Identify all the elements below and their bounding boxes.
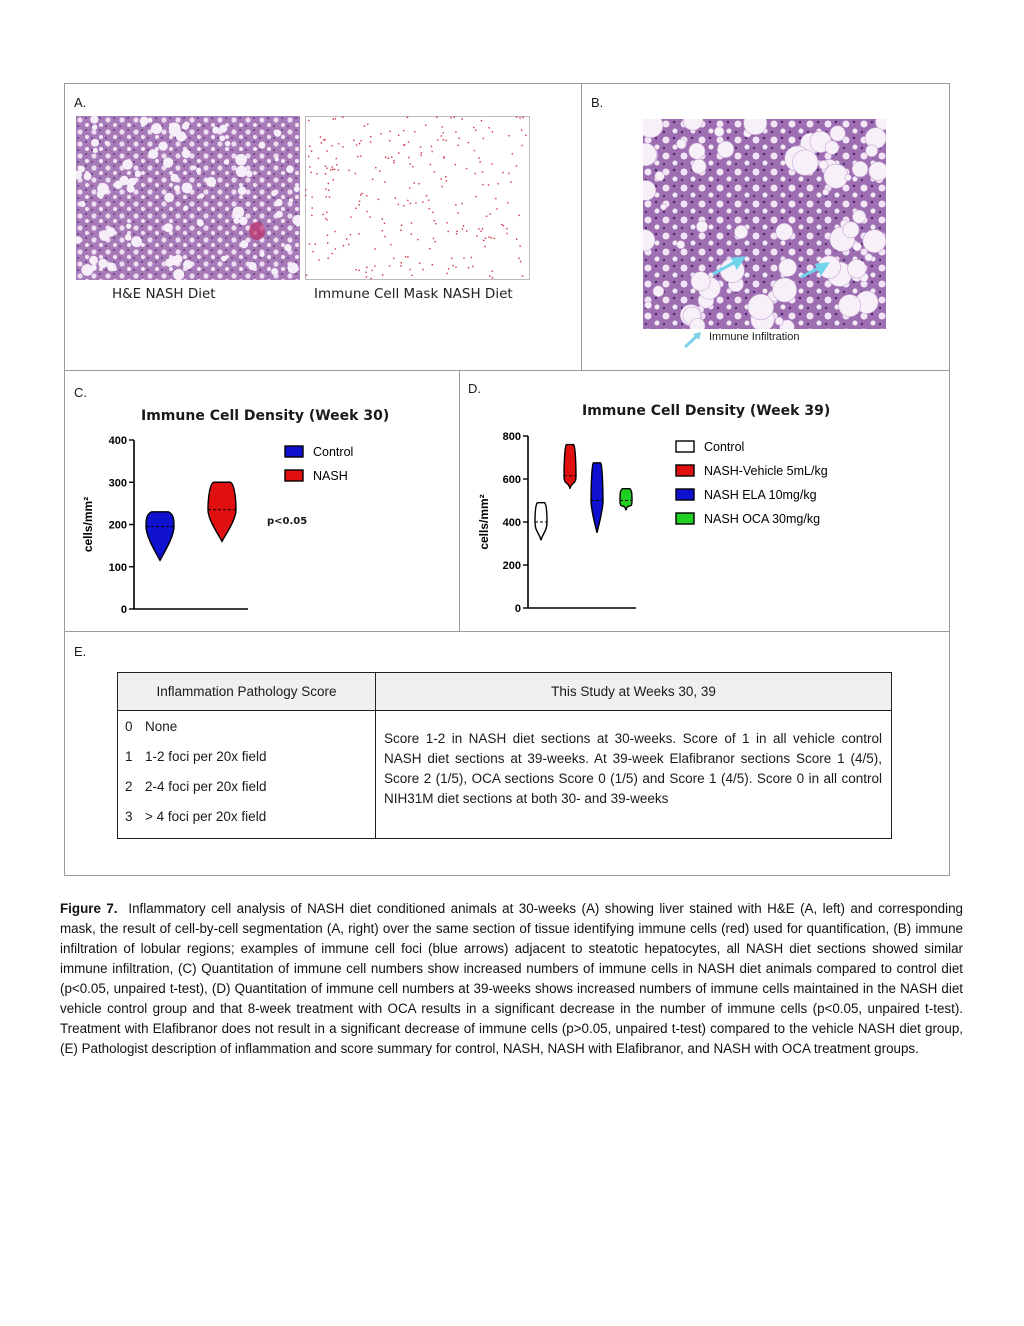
panel-a-label: A. [74, 95, 87, 110]
y-tick-label: 300 [108, 477, 127, 490]
he-stain-image [76, 116, 300, 280]
y-tick-label: 0 [514, 603, 521, 615]
mask-caption: Immune Cell Mask NASH Diet [314, 286, 513, 302]
legend-label-0: Control [313, 445, 354, 459]
legend-label-3: NASH OCA 30mg/kg [704, 512, 821, 526]
legend-label-0: Control [704, 440, 745, 454]
arrow-legend-text: Immune Infiltration [709, 331, 800, 343]
score-row: 3 > 4 foci per 20x field [125, 809, 267, 824]
legend-swatch-1 [676, 465, 694, 476]
he-caption: H&E NASH Diet [112, 286, 216, 302]
chart1-annotation: p<0.05 [267, 516, 308, 527]
legend-label-2: NASH ELA 10mg/kg [704, 488, 817, 502]
arrow-legend-icon [682, 330, 704, 350]
violin-3 [620, 489, 632, 511]
pathology-score-table [117, 672, 892, 839]
y-tick-label: 100 [108, 561, 127, 574]
y-axis-label: cells/mm² [477, 494, 491, 550]
violin-1 [208, 482, 236, 541]
chart1-svg [70, 428, 450, 624]
score-list-cell [118, 711, 376, 839]
y-axis-label: cells/mm² [81, 496, 95, 553]
violin-1 [564, 445, 576, 489]
y-tick-label: 200 [108, 519, 127, 532]
legend-swatch-1 [285, 470, 303, 481]
chart2-title: Immune Cell Density (Week 39) [582, 403, 831, 419]
violin-0 [535, 503, 547, 541]
violin-0 [146, 512, 174, 561]
y-tick-label: 0 [120, 604, 127, 616]
legend-swatch-0 [285, 446, 303, 457]
score-row: 2 2-4 foci per 20x field [125, 779, 267, 794]
immune-mask-image [305, 116, 530, 280]
score-row: 1 1-2 foci per 20x field [125, 749, 267, 764]
legend-swatch-0 [676, 441, 694, 452]
study-text-cell: Score 1-2 in NASH diet sections at 30-weeks. Score of 1 in all vehicle control NASH diet sections at 39-weeks. At 39-week Elafibranor sections Score 1 (4/5), Score 2 (1/5), OCA sections Score 0 (1/5) and Score 1 (4/5). Score 0 in all control NIH31M diet sections at both 30- and 39-weeks [376, 711, 892, 839]
legend-label-1: NASH-Vehicle 5mL/kg [704, 464, 828, 478]
legend-swatch-2 [676, 489, 694, 500]
header-study: This Study at Weeks 30, 39 [376, 673, 892, 711]
immune-infiltration-image [643, 119, 886, 329]
figure-caption [60, 899, 963, 1059]
legend-swatch-3 [676, 513, 694, 524]
y-tick-label: 200 [502, 560, 521, 572]
score-row: 0 None [125, 719, 178, 734]
panel-b-label: B. [591, 95, 604, 110]
y-tick-label: 400 [108, 435, 127, 447]
caption-label: Figure 7. [60, 901, 118, 916]
panel-e-label: E. [74, 644, 87, 659]
y-tick-label: 600 [502, 474, 521, 486]
chart1-title: Immune Cell Density (Week 30) [141, 408, 390, 424]
legend-label-1: NASH [313, 469, 348, 483]
panel-d-label: D. [468, 381, 481, 396]
y-tick-label: 400 [502, 517, 521, 529]
y-tick-label: 800 [502, 431, 521, 443]
caption-text: Inflammatory cell analysis of NASH diet conditioned animals at 30-weeks (A) showing liver stained with H&E (A, left) and corresponding mask, the result of cell-by-cell segmentation (A, right) over the same section of tissue identifying immune cells (red) used for quantification, (B) immune infiltration of lobular regions; examples of immune cell foci (blue arrows) adjacent to steatotic hepatocytes, all NASH diet sections showed similar immune infiltration, (C) Quantitation of immune cell numbers show increased numbers of immune cells in NASH diet animals compared to control diet (p<0.05, unpaired t-test), (D) Quantitation of immune cell numbers at 39-weeks shows increased numbers of immune cells maintained in the NASH diet vehicle control group and that 8-week treatment with OCA results in a significant decrease in the number of immune cells (p<0.05, unpaired t-test). Treatment with Elafibranor does not result in a significant decrease of immune cells (p>0.05, unpaired t-test) compared to the vehicle NASH diet group, (E) Pathologist description of inflammation and score summary for control, NASH, NASH with Elafibranor, and NASH with OCA treatment groups. [60, 901, 963, 1056]
panel-c-label: C. [74, 385, 87, 400]
violin-2 [591, 463, 603, 533]
header-score: Inflammation Pathology Score [118, 673, 376, 711]
chart2-svg [466, 424, 946, 620]
